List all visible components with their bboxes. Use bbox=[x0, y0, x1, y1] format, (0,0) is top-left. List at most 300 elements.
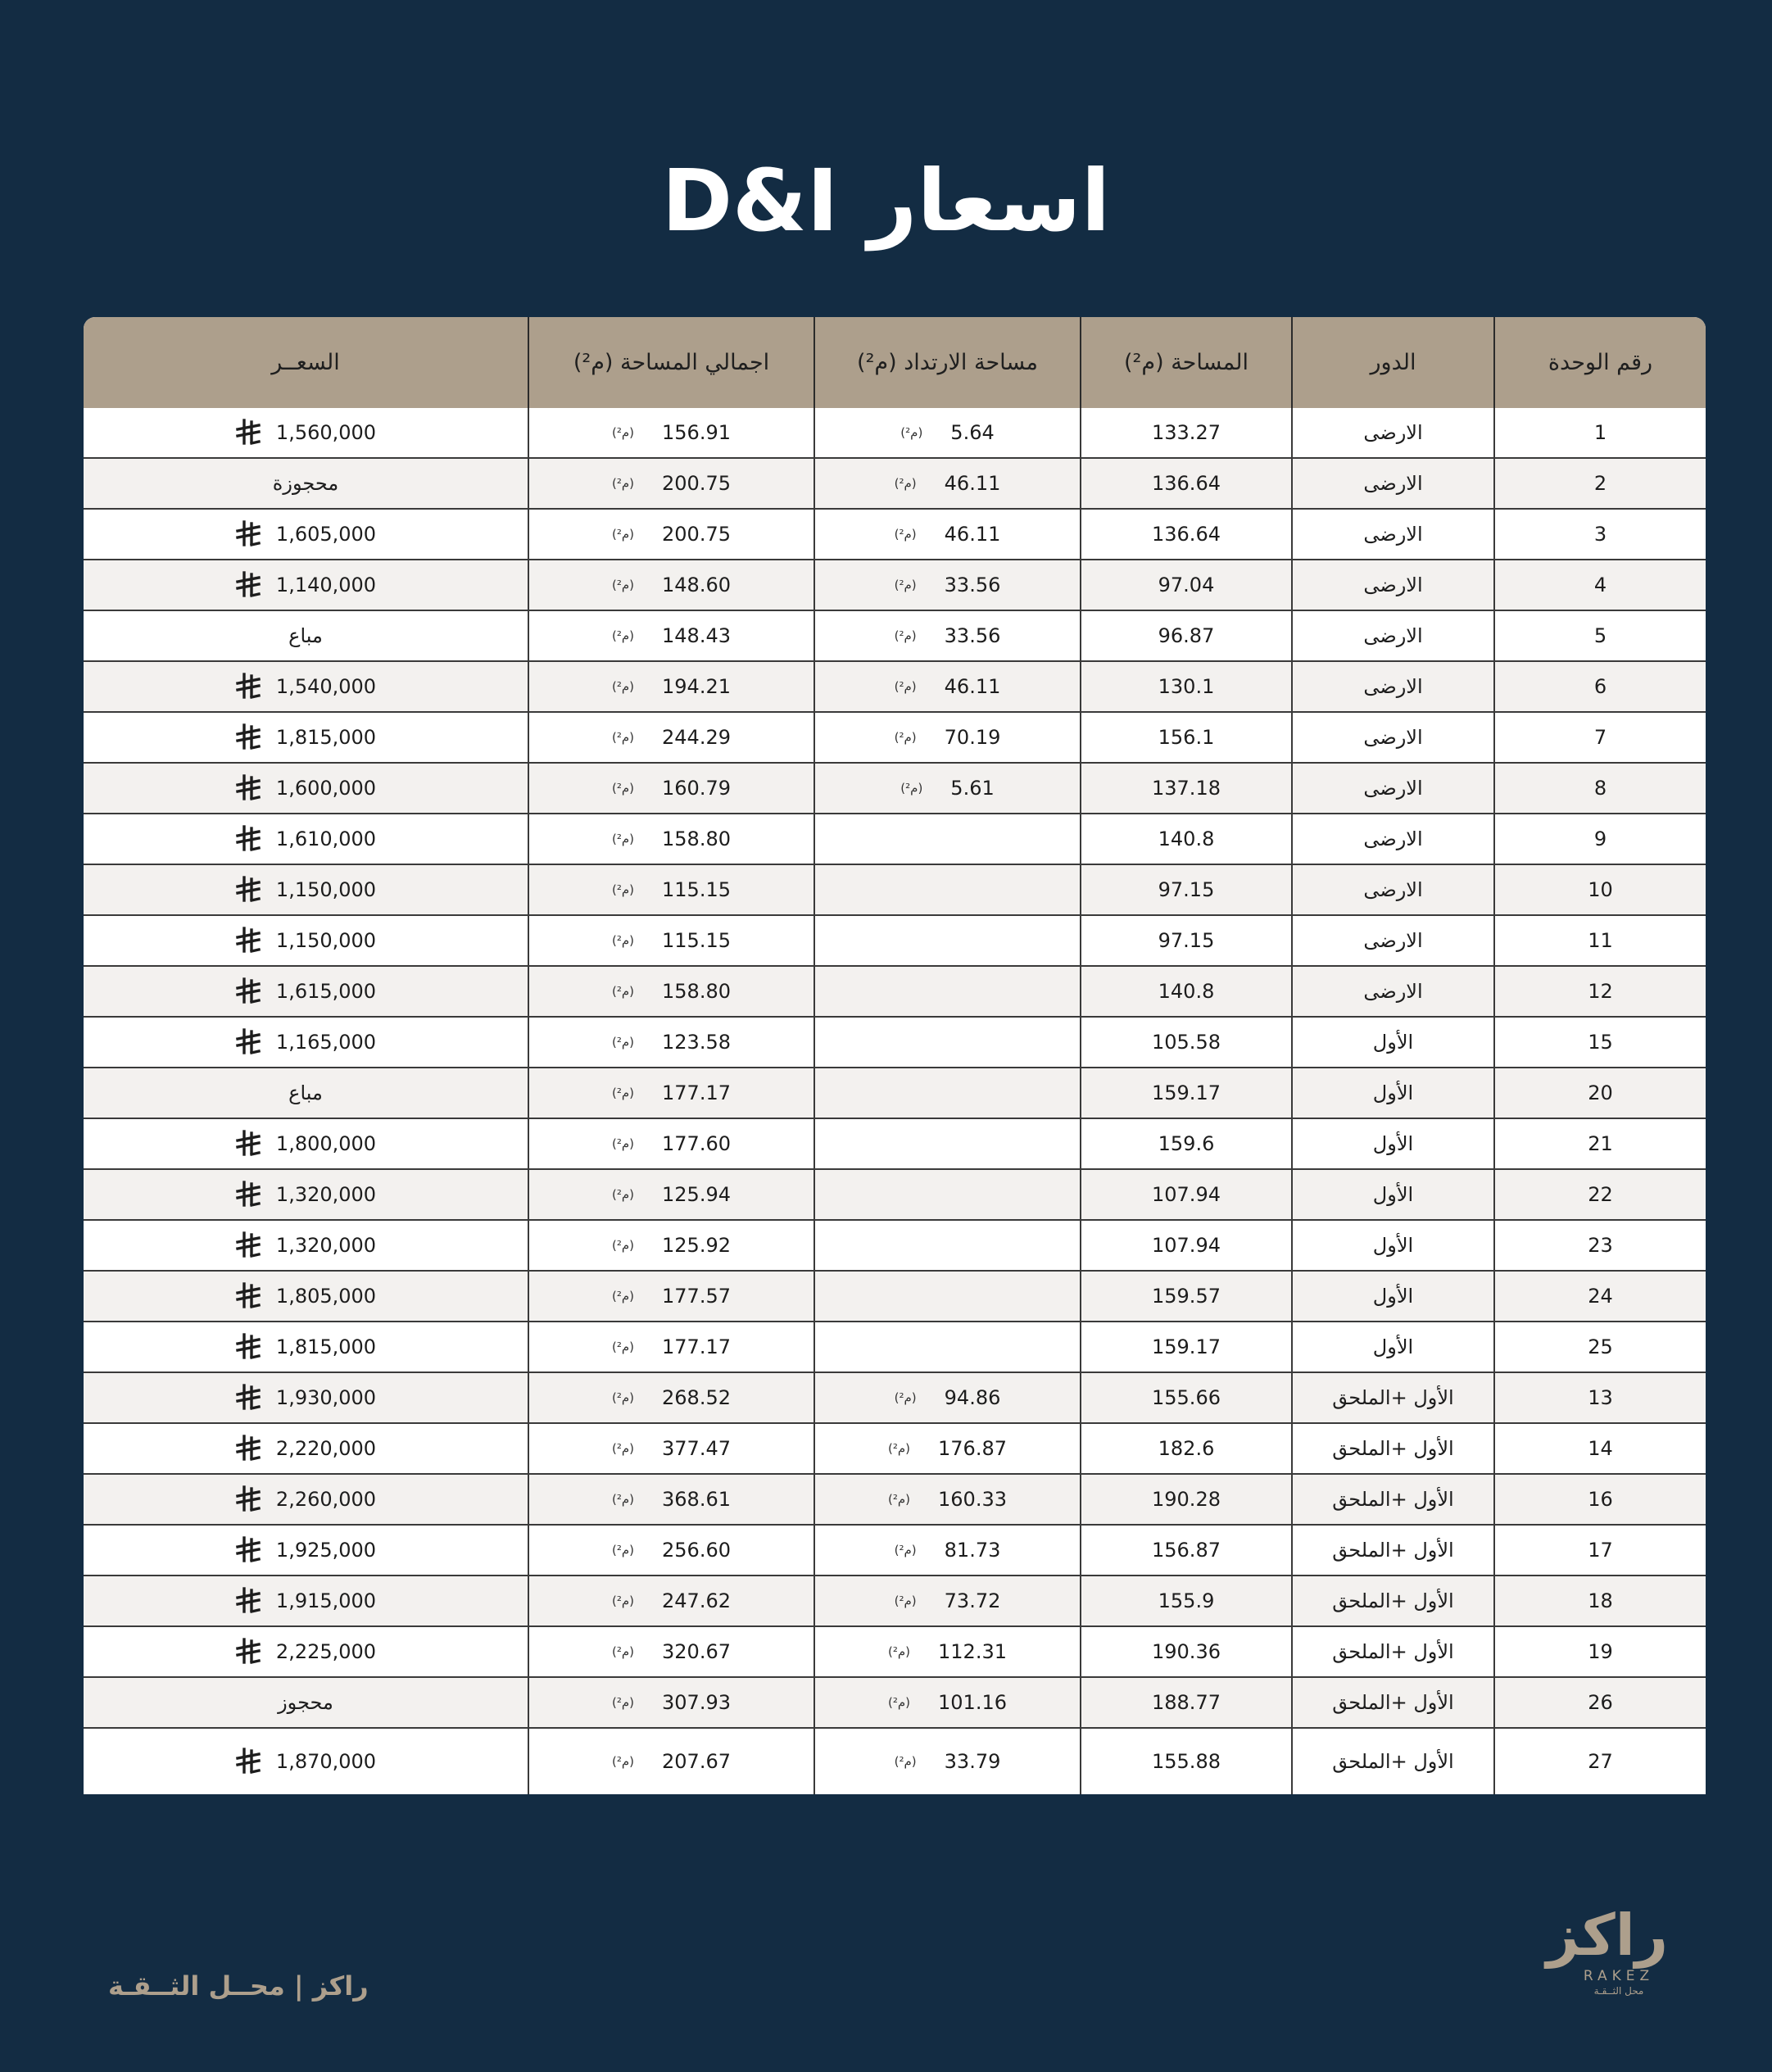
setback-value: 46.11 bbox=[944, 523, 1001, 546]
cell-setback-area bbox=[814, 1322, 1081, 1372]
cell-unit-number: 3 bbox=[1494, 509, 1706, 560]
cell-price bbox=[84, 1017, 528, 1068]
unit-label: (م²) bbox=[611, 1289, 635, 1304]
cell-total-area bbox=[528, 1576, 814, 1626]
cell-area: 137.18 bbox=[1081, 763, 1292, 814]
table-row bbox=[84, 560, 1706, 610]
saudi-riyal-icon bbox=[235, 1638, 261, 1666]
cell-setback-area bbox=[814, 1576, 1081, 1626]
unit-label: (م²) bbox=[894, 628, 917, 643]
price-status: مباع bbox=[288, 624, 323, 647]
total-area-value: 377.47 bbox=[662, 1437, 731, 1460]
unit-label: (م²) bbox=[900, 425, 923, 440]
price-value: 1,140,000 bbox=[275, 574, 377, 596]
price-value: 1,605,000 bbox=[275, 523, 377, 546]
price-status: محجوز bbox=[278, 1691, 333, 1714]
cell-setback-area bbox=[814, 1525, 1081, 1576]
footer-tagline: راكز | محــل الثــقـة bbox=[108, 1970, 369, 2002]
saudi-riyal-icon bbox=[235, 1333, 261, 1361]
unit-label: (م²) bbox=[894, 1594, 917, 1608]
cell-price bbox=[84, 458, 528, 509]
table-row bbox=[84, 864, 1706, 915]
unit-label: (م²) bbox=[894, 679, 917, 694]
header-price: السعــر bbox=[84, 317, 528, 408]
cell-unit-number: 21 bbox=[1494, 1118, 1706, 1169]
price-value: 1,925,000 bbox=[275, 1539, 377, 1562]
cell-price bbox=[84, 966, 528, 1017]
cell-total-area bbox=[528, 915, 814, 966]
price-value: 1,320,000 bbox=[275, 1183, 377, 1206]
header-floor: الدور bbox=[1292, 317, 1494, 408]
setback-value: 160.33 bbox=[938, 1488, 1007, 1511]
setback-value: 33.56 bbox=[944, 574, 1001, 596]
unit-label: (م²) bbox=[611, 578, 635, 592]
unit-label: (م²) bbox=[611, 425, 635, 440]
cell-total-area bbox=[528, 1525, 814, 1576]
cell-setback-area bbox=[814, 1677, 1081, 1728]
cell-total-area bbox=[528, 509, 814, 560]
cell-floor: الأول +الملحق bbox=[1292, 1525, 1494, 1576]
cell-area: 97.04 bbox=[1081, 560, 1292, 610]
cell-area: 130.1 bbox=[1081, 661, 1292, 712]
cell-total-area bbox=[528, 560, 814, 610]
table-row bbox=[84, 1525, 1706, 1576]
cell-area: 140.8 bbox=[1081, 814, 1292, 864]
cell-setback-area bbox=[814, 1372, 1081, 1423]
saudi-riyal-icon bbox=[235, 1130, 261, 1158]
cell-unit-number: 8 bbox=[1494, 763, 1706, 814]
saudi-riyal-icon bbox=[235, 876, 261, 904]
unit-label: (م²) bbox=[611, 1086, 635, 1100]
price-status: مباع bbox=[288, 1081, 323, 1104]
cell-unit-number: 13 bbox=[1494, 1372, 1706, 1423]
price-value: 1,150,000 bbox=[275, 878, 377, 901]
total-area-value: 148.60 bbox=[662, 574, 731, 596]
cell-unit-number: 6 bbox=[1494, 661, 1706, 712]
total-area-value: 368.61 bbox=[662, 1488, 731, 1511]
cell-setback-area bbox=[814, 1118, 1081, 1169]
cell-area: 159.6 bbox=[1081, 1118, 1292, 1169]
price-value: 1,800,000 bbox=[275, 1132, 377, 1155]
cell-total-area bbox=[528, 1220, 814, 1271]
unit-label: (م²) bbox=[611, 1441, 635, 1456]
unit-label: (م²) bbox=[894, 578, 917, 592]
total-area-value: 247.62 bbox=[662, 1589, 731, 1612]
unit-label: (م²) bbox=[611, 1035, 635, 1050]
table-row bbox=[84, 610, 1706, 661]
logo-mark: راكز bbox=[1546, 1902, 1668, 1969]
total-area-value: 256.60 bbox=[662, 1539, 731, 1562]
cell-price bbox=[84, 915, 528, 966]
unit-label: (م²) bbox=[894, 476, 917, 491]
cell-area: 159.57 bbox=[1081, 1271, 1292, 1322]
saudi-riyal-icon bbox=[235, 927, 261, 954]
table-row bbox=[84, 1322, 1706, 1372]
saudi-riyal-icon bbox=[235, 1231, 261, 1259]
header-total-area: اجمالي المساحة (م²) bbox=[528, 317, 814, 408]
cell-price bbox=[84, 1576, 528, 1626]
cell-total-area bbox=[528, 814, 814, 864]
cell-unit-number: 12 bbox=[1494, 966, 1706, 1017]
cell-unit-number: 22 bbox=[1494, 1169, 1706, 1220]
price-value: 2,225,000 bbox=[275, 1640, 377, 1663]
cell-unit-number: 26 bbox=[1494, 1677, 1706, 1728]
saudi-riyal-icon bbox=[235, 1435, 261, 1462]
cell-setback-area bbox=[814, 1271, 1081, 1322]
unit-label: (م²) bbox=[611, 1136, 635, 1151]
cell-setback-area bbox=[814, 712, 1081, 763]
setback-value: 176.87 bbox=[938, 1437, 1007, 1460]
cell-price bbox=[84, 509, 528, 560]
cell-setback-area bbox=[814, 864, 1081, 915]
total-area-value: 125.92 bbox=[662, 1234, 731, 1257]
total-area-value: 177.17 bbox=[662, 1081, 731, 1104]
cell-price bbox=[84, 1271, 528, 1322]
cell-setback-area bbox=[814, 1220, 1081, 1271]
cell-price bbox=[84, 560, 528, 610]
total-area-value: 148.43 bbox=[662, 624, 731, 647]
setback-value: 81.73 bbox=[944, 1539, 1001, 1562]
cell-unit-number: 5 bbox=[1494, 610, 1706, 661]
setback-value: 33.56 bbox=[944, 624, 1001, 647]
cell-unit-number: 1 bbox=[1494, 408, 1706, 458]
unit-label: (م²) bbox=[611, 1695, 635, 1710]
unit-label: (م²) bbox=[611, 1340, 635, 1354]
setback-value: 46.11 bbox=[944, 675, 1001, 698]
cell-area: 133.27 bbox=[1081, 408, 1292, 458]
cell-setback-area bbox=[814, 408, 1081, 458]
saudi-riyal-icon bbox=[235, 520, 261, 548]
cell-total-area bbox=[528, 1068, 814, 1118]
cell-price bbox=[84, 1474, 528, 1525]
unit-label: (م²) bbox=[611, 1644, 635, 1659]
unit-label: (م²) bbox=[611, 628, 635, 643]
table-row bbox=[84, 966, 1706, 1017]
cell-unit-number: 23 bbox=[1494, 1220, 1706, 1271]
table-row bbox=[84, 763, 1706, 814]
cell-price bbox=[84, 1728, 528, 1794]
cell-floor: الارضى bbox=[1292, 408, 1494, 458]
saudi-riyal-icon bbox=[235, 723, 261, 751]
cell-area: 105.58 bbox=[1081, 1017, 1292, 1068]
unit-label: (م²) bbox=[894, 730, 917, 745]
cell-area: 155.66 bbox=[1081, 1372, 1292, 1423]
unit-label: (م²) bbox=[887, 1644, 911, 1659]
saudi-riyal-icon bbox=[235, 1181, 261, 1208]
cell-total-area bbox=[528, 864, 814, 915]
cell-area: 136.64 bbox=[1081, 458, 1292, 509]
cell-unit-number: 25 bbox=[1494, 1322, 1706, 1372]
price-value: 2,260,000 bbox=[275, 1488, 377, 1511]
cell-price bbox=[84, 610, 528, 661]
setback-value: 112.31 bbox=[938, 1640, 1007, 1663]
cell-total-area bbox=[528, 1169, 814, 1220]
total-area-value: 160.79 bbox=[662, 777, 731, 800]
saudi-riyal-icon bbox=[235, 977, 261, 1005]
setback-value: 46.11 bbox=[944, 472, 1001, 495]
cell-setback-area bbox=[814, 1474, 1081, 1525]
total-area-value: 268.52 bbox=[662, 1386, 731, 1409]
table-row bbox=[84, 661, 1706, 712]
total-area-value: 244.29 bbox=[662, 726, 731, 749]
saudi-riyal-icon bbox=[235, 774, 261, 802]
unit-label: (م²) bbox=[611, 781, 635, 796]
cell-unit-number: 7 bbox=[1494, 712, 1706, 763]
unit-label: (م²) bbox=[611, 1543, 635, 1557]
cell-floor: الارضى bbox=[1292, 915, 1494, 966]
rakez-logo bbox=[1546, 1902, 1668, 2009]
unit-label: (م²) bbox=[611, 984, 635, 999]
cell-floor: الأول bbox=[1292, 1169, 1494, 1220]
price-value: 1,930,000 bbox=[275, 1386, 377, 1409]
cell-unit-number: 4 bbox=[1494, 560, 1706, 610]
cell-setback-area bbox=[814, 1169, 1081, 1220]
cell-floor: الأول bbox=[1292, 1271, 1494, 1322]
unit-label: (م²) bbox=[887, 1492, 911, 1507]
cell-floor: الأول +الملحق bbox=[1292, 1474, 1494, 1525]
cell-price bbox=[84, 408, 528, 458]
table-row bbox=[84, 1474, 1706, 1525]
logo-tagline: محل الثــقـة bbox=[1593, 1985, 1644, 1997]
total-area-value: 156.91 bbox=[662, 421, 731, 444]
total-area-value: 115.15 bbox=[662, 878, 731, 901]
unit-label: (م²) bbox=[894, 527, 917, 542]
table-row bbox=[84, 1118, 1706, 1169]
cell-total-area bbox=[528, 458, 814, 509]
price-value: 1,150,000 bbox=[275, 929, 377, 952]
unit-label: (م²) bbox=[887, 1441, 911, 1456]
cell-floor: الارضى bbox=[1292, 458, 1494, 509]
cell-setback-area bbox=[814, 1017, 1081, 1068]
unit-label: (م²) bbox=[611, 933, 635, 948]
cell-floor: الأول bbox=[1292, 1068, 1494, 1118]
price-value: 1,165,000 bbox=[275, 1031, 377, 1054]
cell-unit-number: 11 bbox=[1494, 915, 1706, 966]
table-row bbox=[84, 1728, 1706, 1794]
total-area-value: 320.67 bbox=[662, 1640, 731, 1663]
cell-price bbox=[84, 1423, 528, 1474]
cell-area: 188.77 bbox=[1081, 1677, 1292, 1728]
cell-area: 136.64 bbox=[1081, 509, 1292, 560]
cell-area: 190.28 bbox=[1081, 1474, 1292, 1525]
unit-label: (م²) bbox=[611, 730, 635, 745]
setback-value: 70.19 bbox=[944, 726, 1001, 749]
cell-floor: الأول +الملحق bbox=[1292, 1423, 1494, 1474]
total-area-value: 123.58 bbox=[662, 1031, 731, 1054]
cell-setback-area bbox=[814, 814, 1081, 864]
cell-price bbox=[84, 1220, 528, 1271]
cell-area: 159.17 bbox=[1081, 1322, 1292, 1372]
cell-area: 97.15 bbox=[1081, 915, 1292, 966]
cell-price bbox=[84, 1169, 528, 1220]
cell-setback-area bbox=[814, 1068, 1081, 1118]
cell-unit-number: 19 bbox=[1494, 1626, 1706, 1677]
saudi-riyal-icon bbox=[235, 825, 261, 853]
saudi-riyal-icon bbox=[235, 1282, 261, 1310]
unit-label: (م²) bbox=[611, 679, 635, 694]
cell-area: 159.17 bbox=[1081, 1068, 1292, 1118]
cell-unit-number: 16 bbox=[1494, 1474, 1706, 1525]
cell-floor: الأول bbox=[1292, 1118, 1494, 1169]
price-value: 1,815,000 bbox=[275, 726, 377, 749]
table-row bbox=[84, 1423, 1706, 1474]
saudi-riyal-icon bbox=[235, 1485, 261, 1513]
price-value: 1,560,000 bbox=[275, 421, 377, 444]
cell-area: 107.94 bbox=[1081, 1169, 1292, 1220]
setback-value: 101.16 bbox=[938, 1691, 1007, 1714]
unit-label: (م²) bbox=[611, 527, 635, 542]
cell-setback-area bbox=[814, 458, 1081, 509]
cell-area: 107.94 bbox=[1081, 1220, 1292, 1271]
unit-label: (م²) bbox=[611, 1492, 635, 1507]
total-area-value: 200.75 bbox=[662, 472, 731, 495]
cell-setback-area bbox=[814, 560, 1081, 610]
cell-floor: الأول +الملحق bbox=[1292, 1677, 1494, 1728]
cell-price bbox=[84, 1525, 528, 1576]
cell-area: 156.1 bbox=[1081, 712, 1292, 763]
cell-total-area bbox=[528, 1677, 814, 1728]
cell-floor: الأول bbox=[1292, 1017, 1494, 1068]
cell-total-area bbox=[528, 763, 814, 814]
cell-floor: الارضى bbox=[1292, 560, 1494, 610]
cell-total-area bbox=[528, 1626, 814, 1677]
cell-unit-number: 18 bbox=[1494, 1576, 1706, 1626]
total-area-value: 207.67 bbox=[662, 1750, 731, 1773]
total-area-value: 194.21 bbox=[662, 675, 731, 698]
saudi-riyal-icon bbox=[235, 1748, 261, 1775]
saudi-riyal-icon bbox=[235, 1384, 261, 1412]
price-value: 1,870,000 bbox=[275, 1750, 377, 1773]
cell-area: 156.87 bbox=[1081, 1525, 1292, 1576]
cell-total-area bbox=[528, 1474, 814, 1525]
header-area: المساحة (م²) bbox=[1081, 317, 1292, 408]
cell-total-area bbox=[528, 1017, 814, 1068]
cell-price bbox=[84, 661, 528, 712]
unit-label: (م²) bbox=[611, 1754, 635, 1769]
table-row bbox=[84, 1068, 1706, 1118]
cell-total-area bbox=[528, 1271, 814, 1322]
total-area-value: 177.17 bbox=[662, 1335, 731, 1358]
cell-total-area bbox=[528, 1372, 814, 1423]
cell-total-area bbox=[528, 1423, 814, 1474]
price-value: 1,915,000 bbox=[275, 1589, 377, 1612]
price-table bbox=[84, 317, 1706, 1794]
cell-area: 96.87 bbox=[1081, 610, 1292, 661]
unit-label: (م²) bbox=[611, 882, 635, 897]
cell-area: 155.88 bbox=[1081, 1728, 1292, 1794]
cell-price bbox=[84, 712, 528, 763]
cell-unit-number: 24 bbox=[1494, 1271, 1706, 1322]
price-value: 1,815,000 bbox=[275, 1335, 377, 1358]
cell-price bbox=[84, 1626, 528, 1677]
unit-label: (م²) bbox=[894, 1543, 917, 1557]
price-value: 2,220,000 bbox=[275, 1437, 377, 1460]
cell-area: 190.36 bbox=[1081, 1626, 1292, 1677]
cell-floor: الارضى bbox=[1292, 712, 1494, 763]
cell-floor: الارضى bbox=[1292, 864, 1494, 915]
page-title: اسعار D&I bbox=[661, 151, 1111, 251]
cell-unit-number: 14 bbox=[1494, 1423, 1706, 1474]
cell-setback-area bbox=[814, 509, 1081, 560]
setback-value: 33.79 bbox=[944, 1750, 1001, 1773]
total-area-value: 177.57 bbox=[662, 1285, 731, 1308]
setback-value: 5.61 bbox=[950, 777, 995, 800]
setback-value: 94.86 bbox=[944, 1386, 1001, 1409]
unit-label: (م²) bbox=[611, 1390, 635, 1405]
cell-floor: الأول +الملحق bbox=[1292, 1728, 1494, 1794]
cell-floor: الارضى bbox=[1292, 661, 1494, 712]
cell-area: 182.6 bbox=[1081, 1423, 1292, 1474]
table-row bbox=[84, 408, 1706, 458]
price-status: محجوزة bbox=[272, 472, 339, 495]
cell-setback-area bbox=[814, 1728, 1081, 1794]
price-value: 1,805,000 bbox=[275, 1285, 377, 1308]
cell-unit-number: 20 bbox=[1494, 1068, 1706, 1118]
cell-floor: الأول bbox=[1292, 1220, 1494, 1271]
cell-area: 155.9 bbox=[1081, 1576, 1292, 1626]
saudi-riyal-icon bbox=[235, 419, 261, 447]
price-value: 1,615,000 bbox=[275, 980, 377, 1003]
table-row bbox=[84, 509, 1706, 560]
unit-label: (م²) bbox=[900, 781, 923, 796]
cell-total-area bbox=[528, 966, 814, 1017]
cell-floor: الارضى bbox=[1292, 966, 1494, 1017]
table-body bbox=[84, 408, 1706, 1794]
cell-setback-area bbox=[814, 915, 1081, 966]
total-area-value: 200.75 bbox=[662, 523, 731, 546]
table-header bbox=[84, 317, 1706, 408]
unit-label: (م²) bbox=[611, 476, 635, 491]
table-row bbox=[84, 814, 1706, 864]
cell-price bbox=[84, 1677, 528, 1728]
cell-floor: الأول bbox=[1292, 1322, 1494, 1372]
total-area-value: 158.80 bbox=[662, 827, 731, 850]
table-row bbox=[84, 1169, 1706, 1220]
price-value: 1,600,000 bbox=[275, 777, 377, 800]
total-area-value: 307.93 bbox=[662, 1691, 731, 1714]
table-row bbox=[84, 1576, 1706, 1626]
logo-brand: RAKEZ bbox=[1583, 1968, 1655, 1984]
unit-label: (م²) bbox=[611, 1187, 635, 1202]
table-row bbox=[84, 712, 1706, 763]
setback-value: 73.72 bbox=[944, 1589, 1001, 1612]
cell-total-area bbox=[528, 661, 814, 712]
cell-unit-number: 2 bbox=[1494, 458, 1706, 509]
cell-floor: الارضى bbox=[1292, 814, 1494, 864]
cell-floor: الارضى bbox=[1292, 509, 1494, 560]
cell-area: 140.8 bbox=[1081, 966, 1292, 1017]
unit-label: (م²) bbox=[894, 1754, 917, 1769]
cell-floor: الأول +الملحق bbox=[1292, 1372, 1494, 1423]
cell-unit-number: 10 bbox=[1494, 864, 1706, 915]
unit-label: (م²) bbox=[894, 1390, 917, 1405]
saudi-riyal-icon bbox=[235, 1587, 261, 1615]
cell-unit-number: 15 bbox=[1494, 1017, 1706, 1068]
table-row bbox=[84, 1220, 1706, 1271]
cell-setback-area bbox=[814, 1423, 1081, 1474]
cell-price bbox=[84, 763, 528, 814]
cell-floor: الارضى bbox=[1292, 610, 1494, 661]
header-setback-area: مساحة الارتداد (م²) bbox=[814, 317, 1081, 408]
table-row bbox=[84, 1626, 1706, 1677]
unit-label: (م²) bbox=[611, 1594, 635, 1608]
cell-total-area bbox=[528, 1322, 814, 1372]
cell-unit-number: 17 bbox=[1494, 1525, 1706, 1576]
cell-price bbox=[84, 1068, 528, 1118]
saudi-riyal-icon bbox=[235, 673, 261, 700]
unit-label: (م²) bbox=[611, 1238, 635, 1253]
cell-price bbox=[84, 814, 528, 864]
